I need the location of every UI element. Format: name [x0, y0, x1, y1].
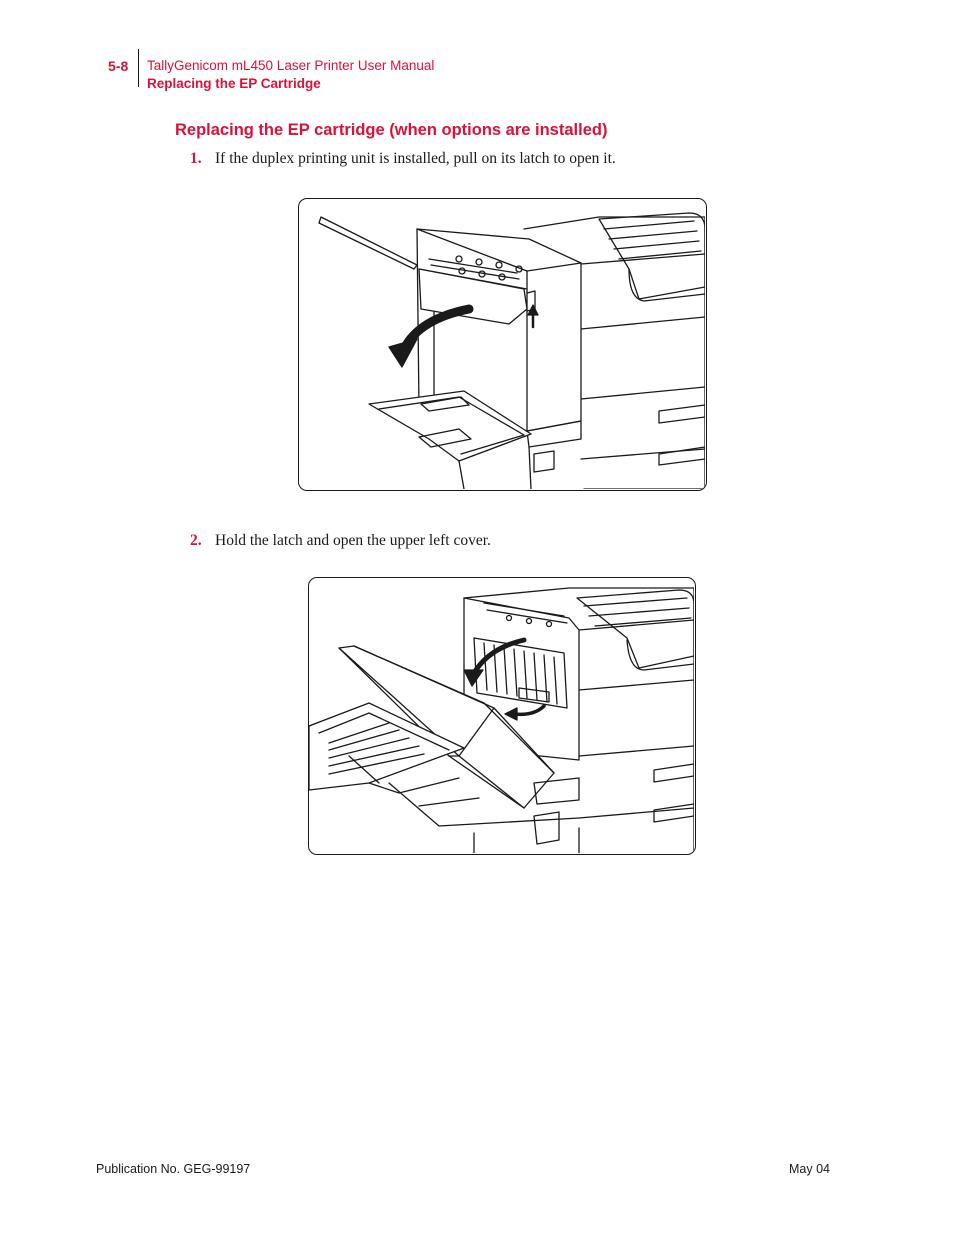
step-text: If the duplex printing unit is installed, pull on its latch to open it. [215, 150, 616, 167]
step-text: Hold the latch and open the upper left cover. [215, 532, 491, 549]
step-1 [190, 150, 616, 168]
figure-open-duplex-unit [298, 198, 707, 491]
page-number: 5-8 [108, 58, 129, 74]
header-divider [138, 49, 139, 87]
step-2 [190, 532, 491, 550]
figure-open-upper-left-cover [308, 577, 696, 855]
section-title: Replacing the EP Cartridge [147, 76, 321, 91]
section-heading: Replacing the EP cartridge (when options are installed) [175, 121, 608, 139]
step-number: 2. [190, 532, 202, 549]
publication-number: Publication No. GEG-99197 [96, 1162, 251, 1176]
manual-title: TallyGenicom mL450 Laser Printer User Manual [147, 58, 435, 73]
publication-date: May 04 [789, 1162, 830, 1176]
step-number: 1. [190, 150, 202, 167]
